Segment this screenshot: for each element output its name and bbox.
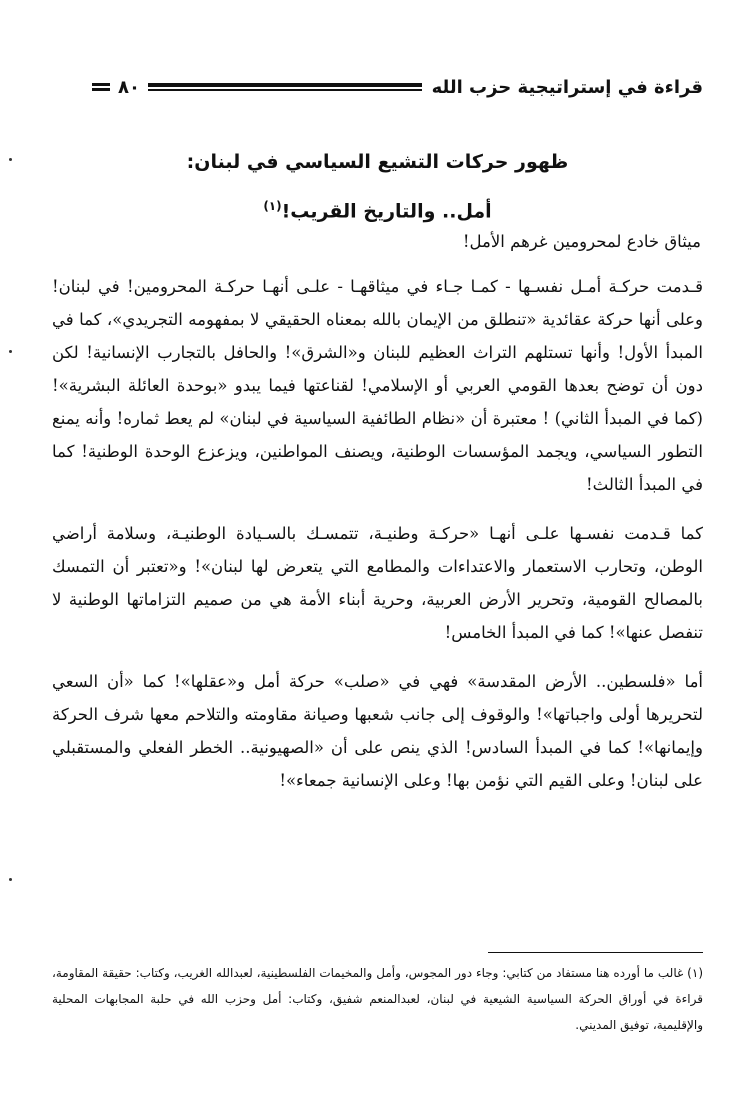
scan-speck — [9, 350, 12, 353]
scan-speck — [9, 158, 12, 161]
page-number: ٨٠ — [118, 76, 140, 98]
section-title-line1: ظهور حركات التشيع السياسي في لبنان: — [186, 151, 569, 173]
header-rule — [148, 83, 422, 91]
section-title-line2-text: أمل.. والتاريخ القريب! — [281, 200, 492, 223]
subheading: ميثاق خادع لمحرومين غرهم الأمل! — [462, 232, 701, 251]
body-text — [52, 225, 703, 797]
footnote-reference: (١) — [263, 199, 282, 213]
paragraph-1: قـدمت حركـة أمـل نفسـها - كمـا جـاء في ميثاقهـا - علـى أنهـا حركـة المحرومين! في لبنان! وعلى أنها حركة عقائدية «تنطلق من الإيمان بالله بمعناه الحقيقي لا بمفهومه التجريدي»، كما في المبدأ الأول! وأنها تستلهم التراث العظيم للبنان و«الشرق»! والحافل بالتجارب الإنسانية! لكن دون أن توضح بعدها القومي العربي أو الإسلامي! لقناعتها فيما يبدو «بوحدة العائلة البشرية»! (كما في المبدأ الثاني) ! معتبرة أن «نظام الطائفية السياسية في لبنان» لم يعط ثماره! وأنه يمنع التطور السياسي، ويجمد المؤسسات الوطنية، ويصنف المواطنين، ويزعزع الوحدة الوطنية! كما في المبدأ الثالث! — [52, 277, 703, 494]
footnote-rule — [488, 952, 703, 953]
paragraph-2: كما قـدمت نفسـها علـى أنهـا «حركـة وطنيـة، تتمسـك بالسـيادة الوطنيـة، وسلامة أراضي الوطن، وتحارب الاستعمار والاعتداءات والمطامع التي يتعرض لها لبنان»! و«تعتبر أن التمسك بالمصالح القومية، وتحرير الأرض العربية، وحرية أبناء الأمة هي من صميم التزاماتها الوطنية لا تنفصل عنها»! كما في المبدأ الخامس! — [52, 524, 703, 642]
scan-speck — [9, 878, 12, 881]
header-mark — [92, 83, 110, 91]
footnote: (١) غالب ما أورده هنا مستفاد من كتابي: وجاء دور المجوس، وأمل والمخيمات الفلسطينية، لعبدالله الغريب، وكتاب: حقيقة المقاومة، قراءة في أوراق الحركة السياسية الشيعية في لبنان، لعبدالمنعم شفيق، وكتاب: أمل وحزب الله في حلبة المجابهات المحلية والإقليمية، توفيق المديني. — [52, 966, 703, 1032]
running-title: قراءة في إستراتيجية حزب الله — [431, 76, 703, 98]
section-title — [60, 140, 695, 233]
running-header — [92, 70, 703, 104]
paragraph-3: أما «فلسطين.. الأرض المقدسة» فهي في «صلب» حركة أمل و«عقلها»! كما «أن السعي لتحريرها أولى واجباتها»! والوقوف إلى جانب شعبها وصيانة مقاومته والتلاحم معها شرف الحركة وإيمانها»! كما في المبدأ السادس! الذي ينص على أن «الصهيونية.. الخطر الفعلي والمستقبلي على لبنان! وعلى القيم التي نؤمن بها! وعلى الإنسانية جمعاء»! — [52, 672, 703, 790]
